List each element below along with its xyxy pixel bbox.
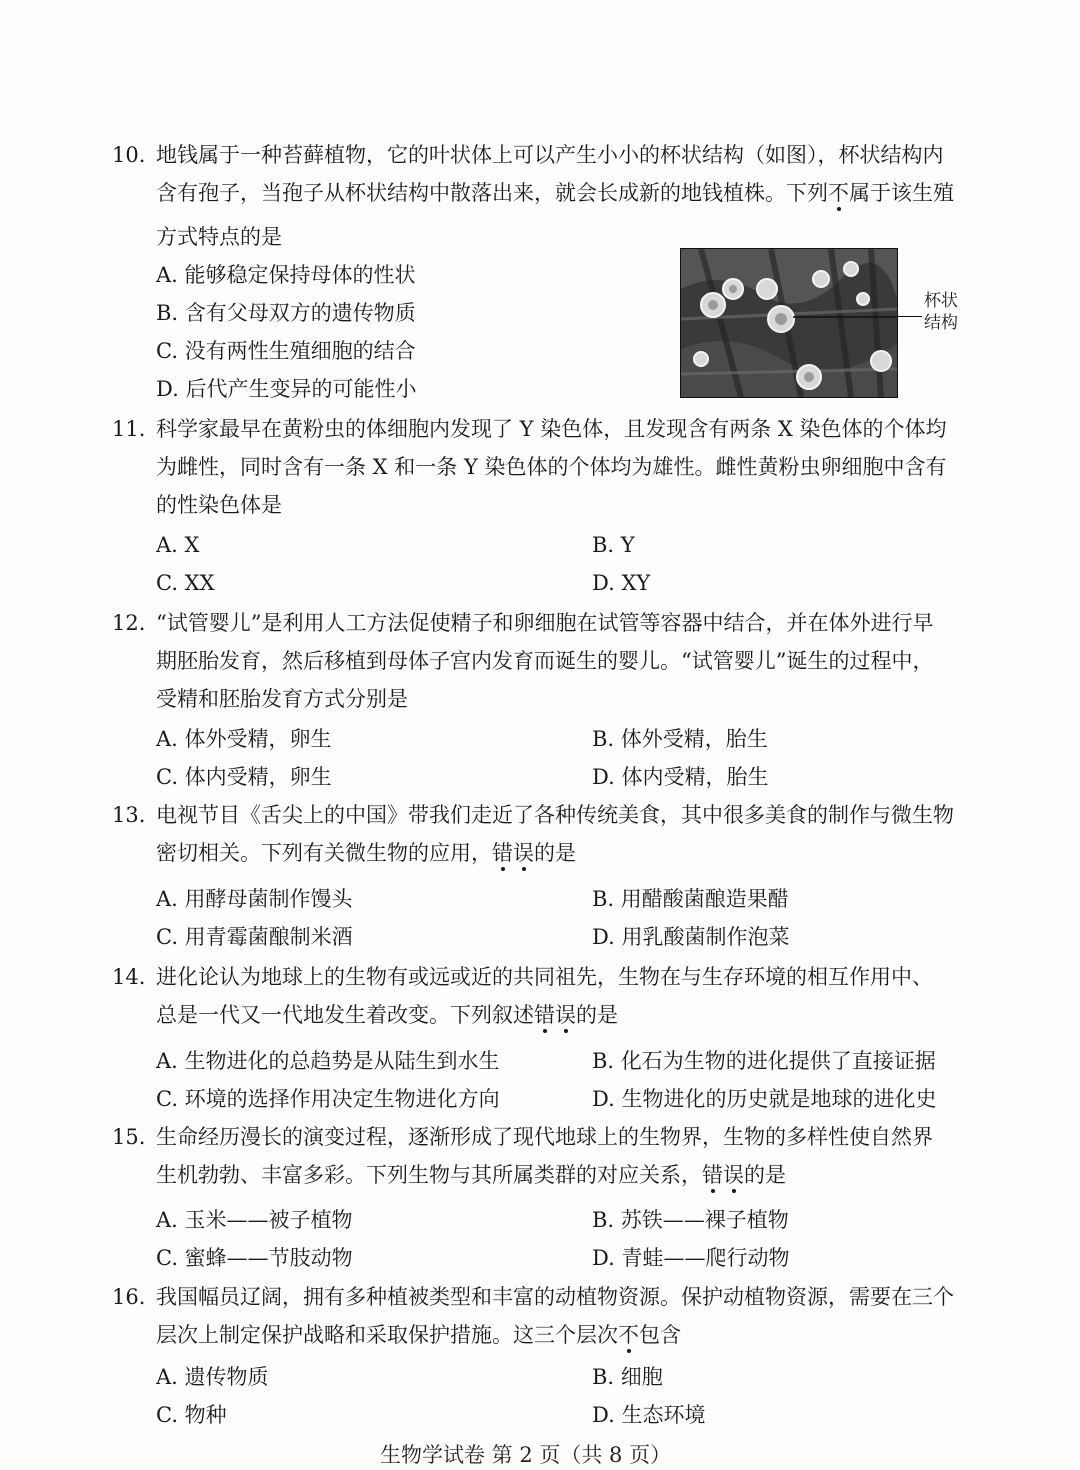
emphasis-mark: 错 xyxy=(534,1003,555,1027)
question-11-option-d: D. XY xyxy=(592,571,651,595)
question-13-option-c: C. 用青霉菌酿制米酒 xyxy=(156,925,353,949)
emphasis-mark: 误 xyxy=(723,1163,744,1187)
question-11-stem-line-2: 为雌性，同时含有一条 X 和一条 Y 染色体的个体均为雄性。雌性黄粉虫卵细胞中含有 xyxy=(156,455,947,479)
question-11-option-c: C. XX xyxy=(156,571,215,595)
emphasis-mark: 错 xyxy=(702,1163,723,1187)
question-16-option-d: D. 生态环境 xyxy=(592,1403,706,1427)
emphasis-mark: 不 xyxy=(618,1323,639,1347)
question-15-stem-line-2: 生机勃勃、丰富多彩。下列生物与其所属类群的对应关系，错误的是 xyxy=(156,1163,786,1187)
question-12-stem-line-3: 受精和胚胎发育方式分别是 xyxy=(156,687,408,711)
figure-leader-line xyxy=(896,316,922,317)
question-10-option-c: C. 没有两性生殖细胞的结合 xyxy=(156,339,416,363)
question-14-stem-line-2: 总是一代又一代地发生着改变。下列叙述错误的是 xyxy=(156,1003,618,1027)
question-15-option-c: C. 蜜蜂——节肢动物 xyxy=(156,1246,353,1270)
question-13-option-d: D. 用乳酸菌制作泡菜 xyxy=(592,925,790,949)
figure-label: 杯状 结构 xyxy=(924,291,958,333)
question-11-stem-line-1: 科学家最早在黄粉虫的体细胞内发现了 Y 染色体，且发现含有两条 X 染色体的个体均 xyxy=(156,417,947,441)
question-14-stem-line-1: 进化论认为地球上的生物有或远或近的共同祖先，生物在与生存环境的相互作用中、 xyxy=(156,965,933,989)
question-15-option-b: B. 苏铁——裸子植物 xyxy=(592,1208,789,1232)
question-12-stem-line-2: 期胚胎发育，然后移植到母体子宫内发育而诞生的婴儿。“试管婴儿”诞生的过程中， xyxy=(156,649,934,673)
emphasis-mark: 误 xyxy=(513,841,534,865)
question-13-number: 13. xyxy=(112,803,146,827)
question-16-option-c: C. 物种 xyxy=(156,1403,227,1427)
question-16-option-b: B. 细胞 xyxy=(592,1365,663,1389)
question-11-number: 11. xyxy=(112,417,146,441)
question-15-stem-line-1: 生命经历漫长的演变过程，逐渐形成了现代地球上的生物界，生物的多样性使自然界 xyxy=(156,1125,933,1149)
question-16-stem-line-1: 我国幅员辽阔，拥有多种植被类型和丰富的动植物资源。保护动植物资源，需要在三个 xyxy=(156,1285,954,1309)
question-16-number: 16. xyxy=(112,1285,146,1309)
question-12-option-d: D. 体内受精，胎生 xyxy=(592,765,769,789)
question-14-number: 14. xyxy=(112,965,146,989)
question-16-option-a: A. 遗传物质 xyxy=(156,1365,269,1389)
question-11-option-b: B. Y xyxy=(592,533,635,557)
question-12-option-b: B. 体外受精，胎生 xyxy=(592,727,768,751)
question-14-option-d: D. 生物进化的历史就是地球的进化史 xyxy=(592,1087,937,1111)
question-14-option-b: B. 化石为生物的进化提供了直接证据 xyxy=(592,1049,936,1073)
question-10-stem-line-3: 方式特点的是 xyxy=(156,225,282,249)
question-12-number: 12. xyxy=(112,611,146,635)
question-10-stem-line-1: 地钱属于一种苔藓植物，它的叶状体上可以产生小小的杯状结构（如图），杯状结构内 xyxy=(156,143,944,167)
question-15-option-a: A. 玉米——被子植物 xyxy=(156,1208,353,1232)
liverwort-photo-image xyxy=(681,249,897,397)
question-14-option-c: C. 环境的选择作用决定生物进化方向 xyxy=(156,1087,500,1111)
question-10-option-b: B. 含有父母双方的遗传物质 xyxy=(156,301,416,325)
question-12-option-a: A. 体外受精，卵生 xyxy=(156,727,332,751)
question-13-stem-line-1: 电视节目《舌尖上的中国》带我们走近了各种传统美食，其中很多美食的制作与微生物 xyxy=(156,803,954,827)
question-11-stem-line-3: 的性染色体是 xyxy=(156,493,282,517)
emphasis-mark: 不 xyxy=(828,181,849,205)
question-16-stem-line-2: 层次上制定保护战略和采取保护措施。这三个层次不包含 xyxy=(156,1323,681,1347)
question-15-number: 15. xyxy=(112,1125,146,1149)
question-10-option-a: A. 能够稳定保持母体的性状 xyxy=(156,263,416,287)
question-10-option-d: D. 后代产生变异的可能性小 xyxy=(156,377,417,401)
question-11-option-a: A. X xyxy=(156,533,200,557)
emphasis-mark: 错 xyxy=(492,841,513,865)
page-footer: 生物学试卷 第 2 页（共 8 页） xyxy=(380,1443,672,1467)
question-12-option-c: C. 体内受精，卵生 xyxy=(156,765,332,789)
question-12-stem-line-1: “试管婴儿”是利用人工方法促使精子和卵细胞在试管等容器中结合，并在体外进行早 xyxy=(156,611,934,635)
question-14-option-a: A. 生物进化的总趋势是从陆生到水生 xyxy=(156,1049,500,1073)
liverwort-photo xyxy=(680,248,898,398)
question-10-stem-line-2: 含有孢子，当孢子从杯状结构中散落出来，就会长成新的地钱植株。下列不属于该生殖 xyxy=(156,181,954,205)
question-15-option-d: D. 青蛙——爬行动物 xyxy=(592,1246,790,1270)
emphasis-mark: 误 xyxy=(555,1003,576,1027)
question-13-stem-line-2: 密切相关。下列有关微生物的应用，错误的是 xyxy=(156,841,576,865)
question-13-option-b: B. 用醋酸菌酿造果醋 xyxy=(592,887,789,911)
question-10-number: 10. xyxy=(112,143,146,167)
question-13-option-a: A. 用酵母菌制作馒头 xyxy=(156,887,353,911)
